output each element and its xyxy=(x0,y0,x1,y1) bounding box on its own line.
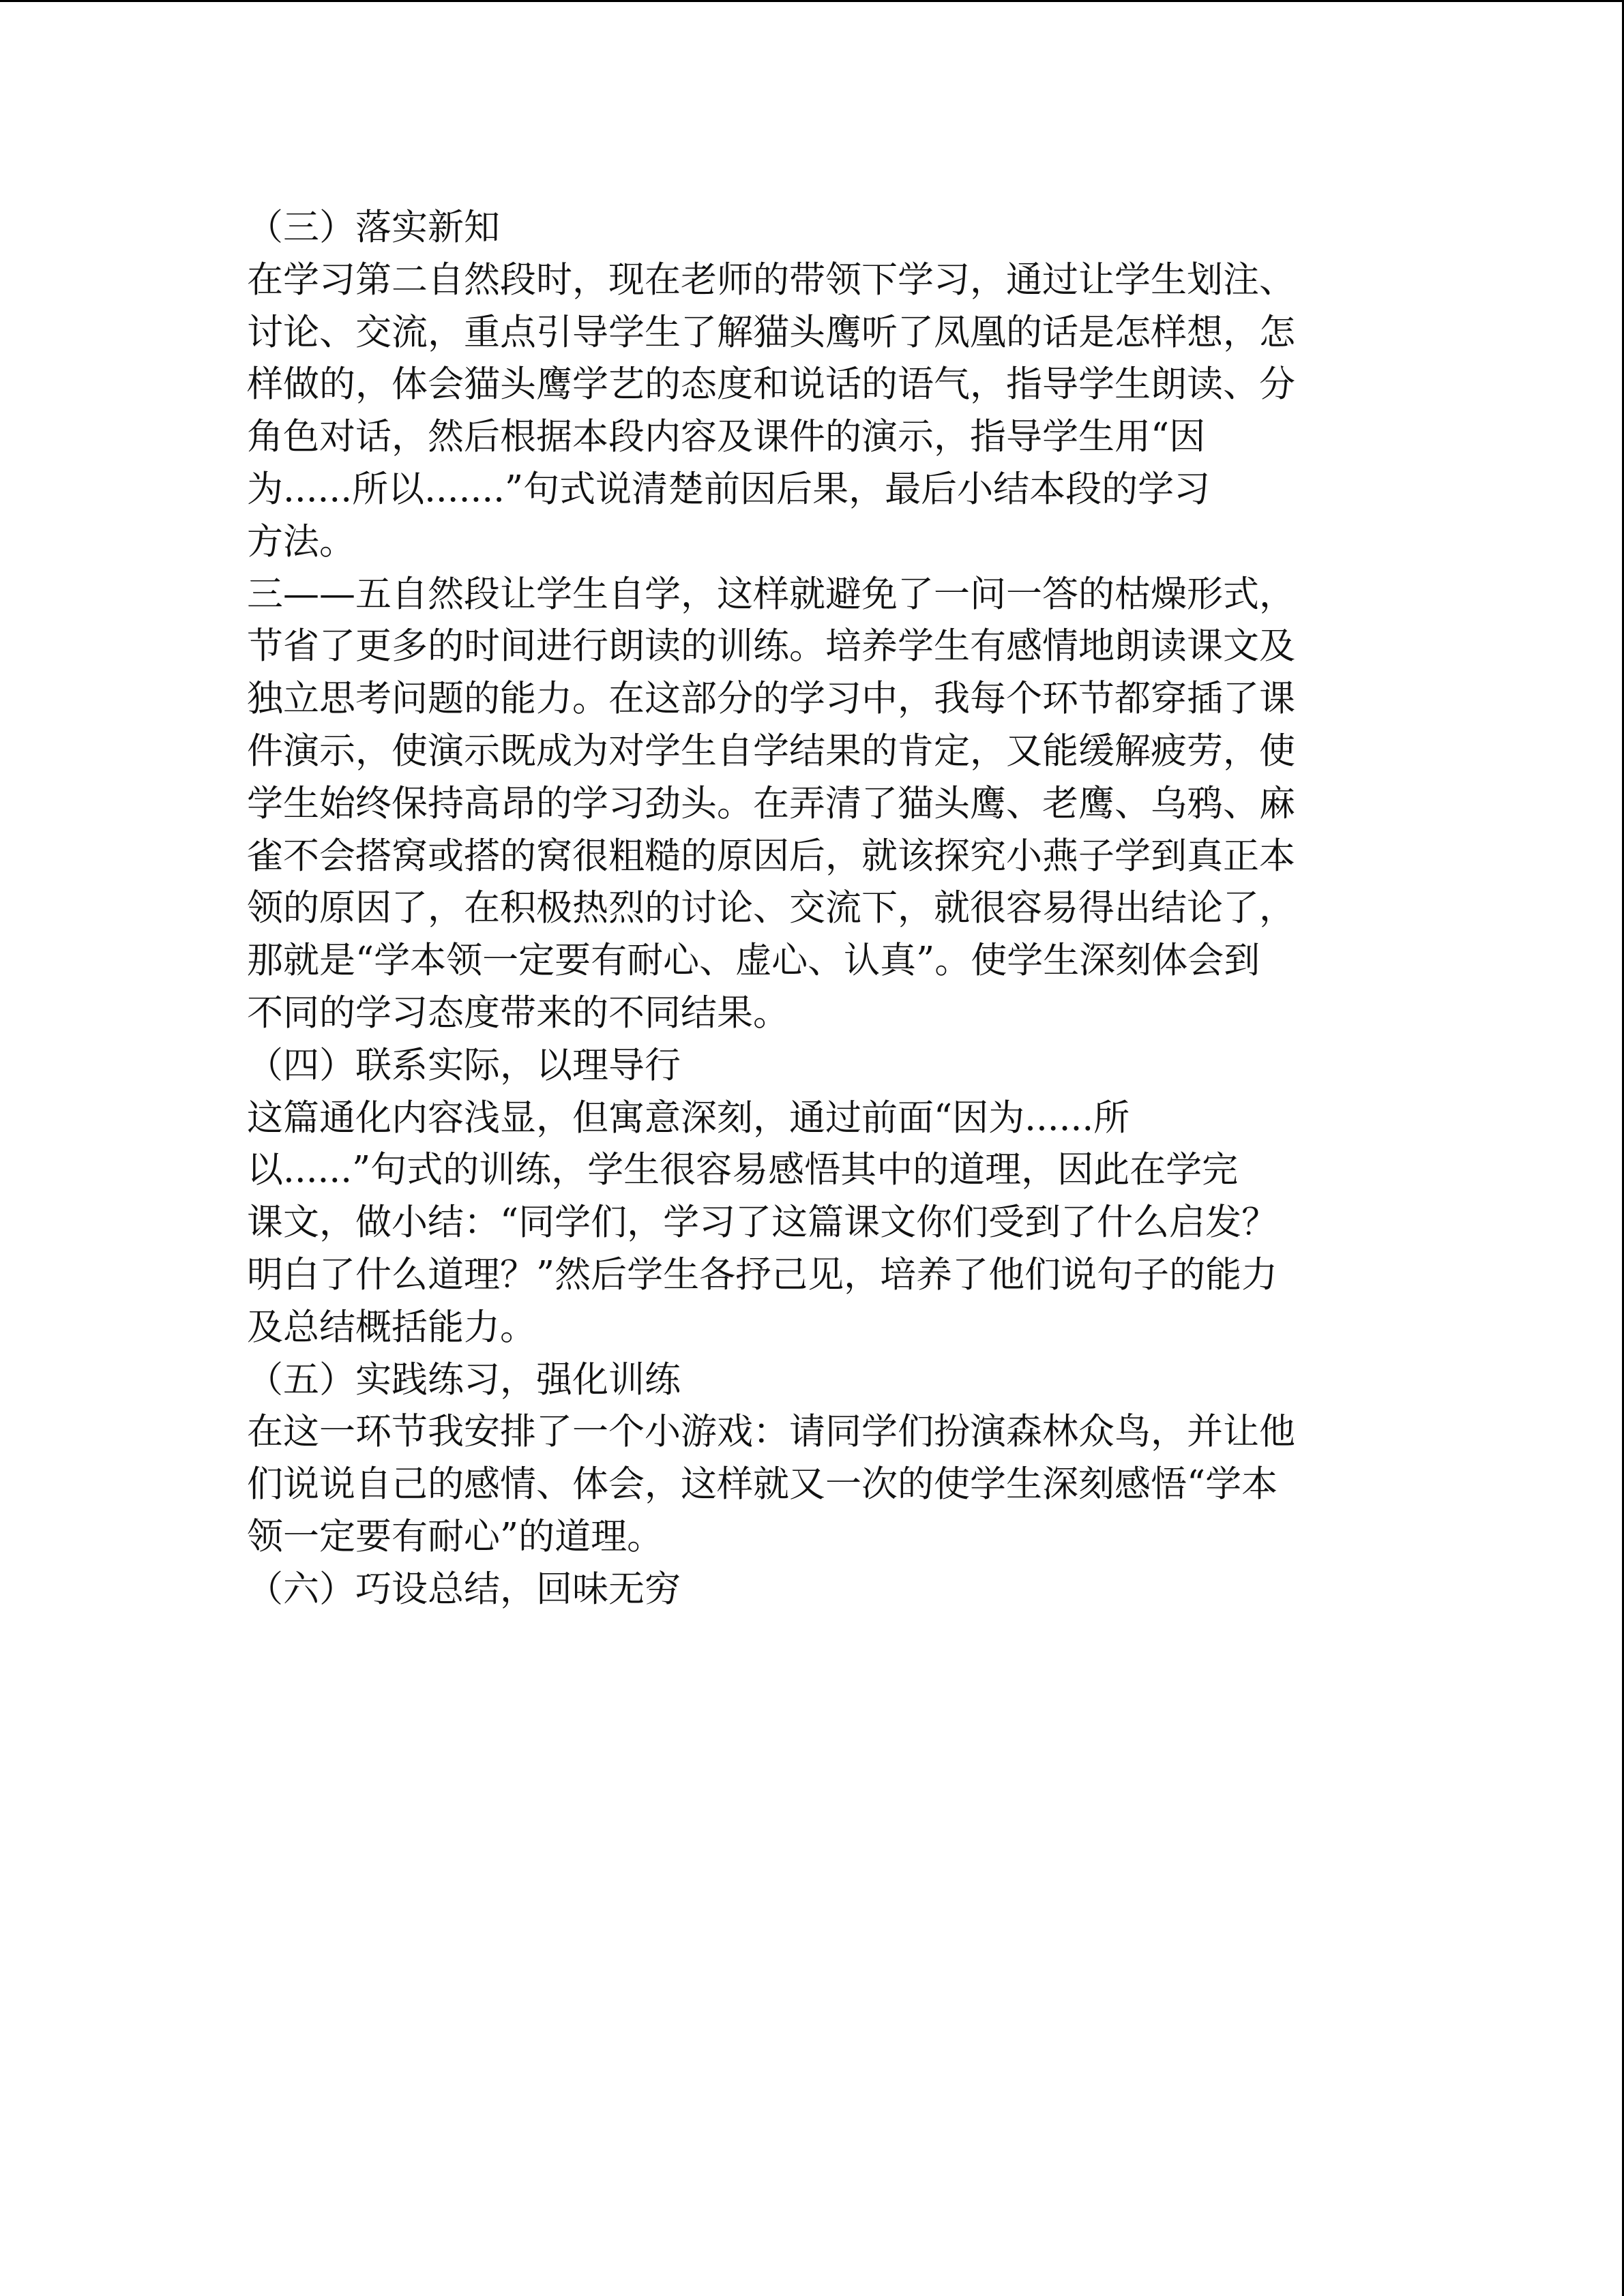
text-line: 三——五自然段让学生自学，这样就避免了一问一答的枯燥形式， xyxy=(247,573,1295,615)
text-line: 样做的，体会猫头鹰学艺的态度和说话的语气，指导学生朗读、分 xyxy=(247,363,1295,406)
section-heading-4: （四）联系实际，以理导行 xyxy=(247,1044,681,1086)
text-line: 明白了什么道理？”然后学生各抒己见，培养了他们说句子的能力 xyxy=(247,1253,1278,1296)
text-line: 件演示，使演示既成为对学生自学结果的肯定，又能缓解疲劳，使 xyxy=(247,730,1295,772)
page-border-top xyxy=(0,0,1624,2)
document-body xyxy=(247,202,1393,1616)
text-line: 在学习第二自然段时，现在老师的带领下学习，通过让学生划注、 xyxy=(247,258,1295,301)
text-line: 独立思考问题的能力。在这部分的学习中，我每个环节都穿插了课 xyxy=(247,678,1295,720)
text-line: 们说说自己的感情、体会，这样就又一次的使学生深刻感悟“学本 xyxy=(247,1463,1278,1506)
text-line: 不同的学习态度带来的不同结果。 xyxy=(247,992,789,1034)
text-line: 方法。 xyxy=(247,520,355,563)
text-line: 那就是“学本领一定要有耐心、虚心、认真”。使学生深刻体会到 xyxy=(247,940,1260,982)
section-heading-6: （六）巧设总结，回味无穷 xyxy=(247,1568,681,1610)
text-line: 领一定要有耐心”的道理。 xyxy=(247,1515,664,1557)
text-line: 课文，做小结：“同学们，学习了这篇课文你们受到了什么启发？ xyxy=(247,1202,1278,1244)
text-line: 讨论、交流，重点引导学生了解猫头鹰听了凤凰的话是怎样想，怎 xyxy=(247,311,1295,353)
section-heading-3: （三）落实新知 xyxy=(247,207,500,248)
text-line: 学生始终保持高昂的学习劲头。在弄清了猫头鹰、老鹰、乌鸦、麻 xyxy=(247,782,1295,824)
text-line: 为......所以.......”句式说清楚前因后果，最后小结本段的学习 xyxy=(247,468,1211,510)
text-line: 雀不会搭窝或搭的窝很粗糙的原因后，就该探究小燕子学到真正本 xyxy=(247,835,1295,877)
section-heading-5: （五）实践练习，强化训练 xyxy=(247,1358,681,1401)
text-line: 角色对话，然后根据本段内容及课件的演示，指导学生用“因 xyxy=(247,416,1206,458)
text-line: 领的原因了，在积极热烈的讨论、交流下，就很容易得出结论了， xyxy=(247,887,1295,929)
text-line: 及总结概括能力。 xyxy=(247,1306,536,1348)
text-line: 以......”句式的训练，学生很容易感悟其中的道理，因此在学完 xyxy=(247,1149,1239,1191)
text-line: 节省了更多的时间进行朗读的训练。培养学生有感情地朗读课文及 xyxy=(247,625,1295,668)
text-line: 这篇通化内容浅显，但寓意深刻，通过前面“因为......所 xyxy=(247,1097,1130,1139)
text-line: 在这一环节我安排了一个小游戏：请同学们扮演森林众鸟，并让他 xyxy=(247,1411,1295,1453)
